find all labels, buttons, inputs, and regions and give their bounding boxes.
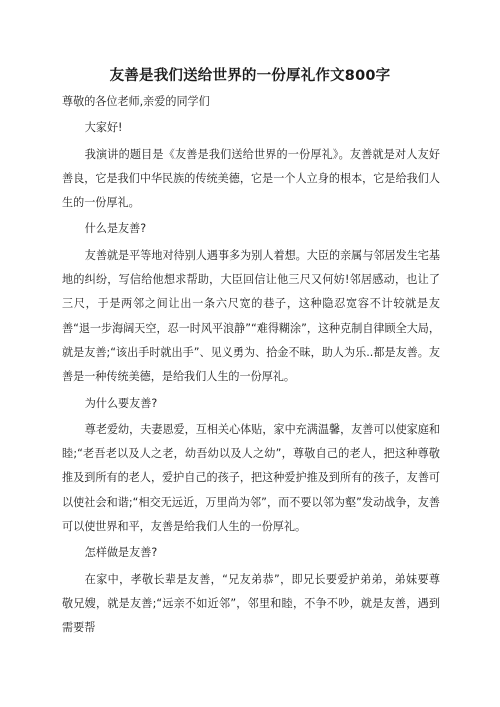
answer-how-paragraph: 在家中，孝敬长辈是友善，“兄友弟恭”，即兄长要爱护弟弟，弟妹要尊敬兄嫂，就是友善;“远亲不如近邻”，邻里和睦，不争不吵，就是友善，遇到需要帮 [62, 572, 440, 635]
salutation: 尊敬的各位老师,亲爱的同学们 [62, 95, 210, 108]
question-what: 什么是友善? [84, 222, 147, 236]
document-body [62, 90, 440, 643]
question-how: 怎样做是友善? [84, 546, 158, 560]
intro-paragraph: 我演讲的题目是《友善是我们送给世界的一份厚礼》。友善就是对人友好善良，它是我们中华民族的传统美德，它是一个人立身的根本，它是给我们人生的一份厚礼。 [62, 147, 440, 210]
answer-why-paragraph: 尊老爱幼，夫妻恩爱，互相关心体贴，家中充满温馨，友善可以使家庭和睦;“老吾老以及人之老，幼吾幼以及人之幼”，尊敬自己的老人，把这种尊敬推及到所有的老人，爱护自己的孩子，把这种爱护推及到所有的孩子，友善可以使社会和谐;“相交无远近，万里尚为邻”，而不要以邻为壑”发动战争，友善可以使世界和平，友善是给我们人生的一份厚礼。 [62, 422, 440, 534]
answer-what-paragraph: 友善就是平等地对待别人遇事多为别人着想。大臣的亲属与邻居发生宅基地的纠纷，写信给他想求帮助，大臣回信让他三尺又何妨!邻居感动，也让了三尺，于是两邻之间让出一条六尺宽的巷子，这种隐忍宽容不计较就是友善“退一步海阔天空，忍一时风平浪静”“难得糊涂”，这种克制自律顾全大局，就是友善;“该出手时就出手”、见义勇为、拾金不昧，助人为乐..都是友善。友善是一种传统美德，是给我们人生的一份厚礼。 [62, 248, 440, 384]
greeting: 大家好! [84, 121, 123, 135]
question-why: 为什么要友善? [84, 396, 158, 410]
document-title: 友善是我们送给世界的一份厚礼作文800字 [109, 68, 391, 84]
